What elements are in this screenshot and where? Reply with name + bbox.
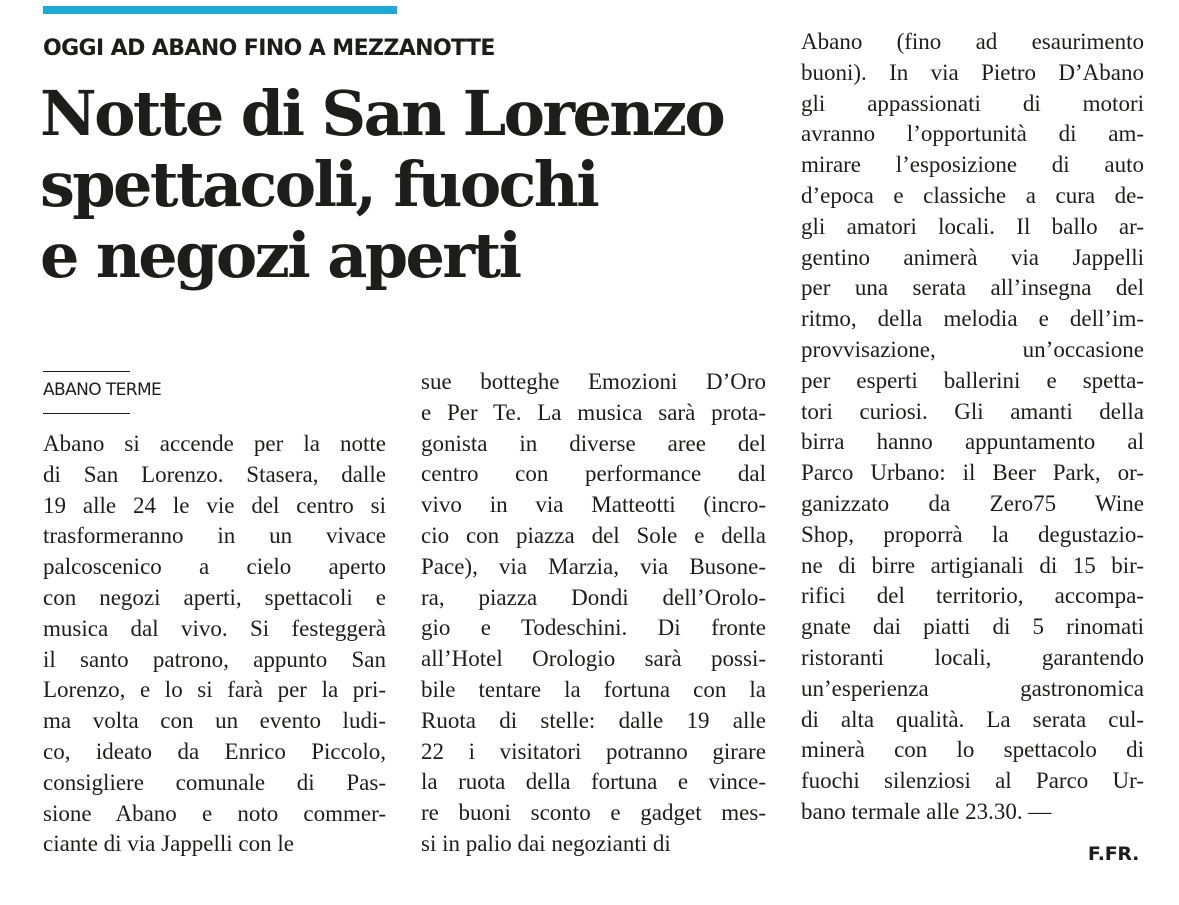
- article-text-line: all’Hotel Orologio sarà possi-: [421, 646, 766, 672]
- article-text-line: mirare l’esposizione di auto: [801, 152, 1144, 178]
- article-text-line: si in palio dai negozianti di: [421, 830, 671, 856]
- article-text-line: Abano (fino ad esaurimento: [801, 29, 1144, 54]
- article-text-line: bano termale alle 23.30. —: [801, 798, 1052, 824]
- author-signature: F.FR.: [1087, 843, 1139, 865]
- article-text-line: e Per Te. La musica sarà prota-: [421, 399, 766, 425]
- article-text-line: Lorenzo, e lo si farà per la pri-: [43, 677, 386, 703]
- article-text-line: gonista in diverse aree del: [421, 430, 766, 456]
- article-text-line: ciante di via Jappelli con le: [43, 831, 294, 857]
- article-text-line: trasformeranno in un vivace: [43, 523, 386, 549]
- article-column-1: [43, 429, 386, 860]
- article-text-line: per esperti ballerini e spetta-: [801, 367, 1144, 393]
- article-text-line: ne di birre artigianali di 15 bir-: [801, 552, 1144, 578]
- article-text-line: per una serata all’insegna del: [801, 275, 1144, 301]
- kicker: OGGI AD ABANO FINO A MEZZANOTTE: [43, 36, 495, 61]
- article-text-line: di alta qualità. La serata cul-: [801, 706, 1144, 732]
- byline: ABANO TERME: [43, 380, 162, 400]
- article-text-line: sione Abano e noto commer-: [43, 800, 386, 826]
- byline-rule-bottom: [43, 413, 130, 414]
- article-text-line: bile tentare la fortuna con la: [421, 676, 766, 702]
- article-text-line: ra, piazza Dondi dell’Orolo-: [421, 584, 766, 610]
- headline: [40, 78, 760, 291]
- headline-line: e negozi aperti: [40, 219, 520, 292]
- article-text-line: Pace), via Marzia, via Busone-: [421, 553, 766, 579]
- article-text-line: un’esperienza gastronomica: [801, 675, 1144, 701]
- article-text-line: gentino animerà via Jappelli: [801, 244, 1144, 270]
- article-column-3: [801, 27, 1144, 828]
- article-text-line: gnate dai piatti di 5 rinomati: [801, 614, 1144, 640]
- article-text-line: centro con performance dal: [421, 461, 766, 487]
- article-text-line: ritmo, della melodia e dell’im-: [801, 306, 1144, 332]
- article-text-line: palcoscenico a cielo aperto: [43, 554, 386, 580]
- article-text-line: fuochi silenziosi al Parco Ur-: [801, 768, 1144, 794]
- article-text-line: la ruota della fortuna e vince-: [421, 769, 766, 795]
- article-text-line: ristoranti locali, garantendo: [801, 644, 1144, 670]
- article-text-line: gio e Todeschini. Di fronte: [421, 615, 766, 641]
- article-text-line: ganizzato da Zero75 Wine: [801, 490, 1144, 516]
- article-text-line: musica dal vivo. Si festeggerà: [43, 615, 386, 641]
- article-text-line: birra hanno appuntamento al: [801, 429, 1144, 455]
- accent-bar: [43, 6, 397, 14]
- article-text-line: provvisazione, un’occasione: [801, 336, 1144, 362]
- article-text-line: 19 alle 24 le vie del centro si: [43, 492, 386, 518]
- article-text-line: vivo in via Matteotti (incro-: [421, 492, 766, 518]
- article-text-line: Abano si accende per la notte: [43, 431, 386, 456]
- article-text-line: gli appassionati di motori: [801, 90, 1144, 116]
- headline-line: Notte di San Lorenzo: [40, 77, 724, 150]
- article-text-line: rifici del territorio, accompa-: [801, 583, 1144, 609]
- byline-rule-top: [43, 371, 130, 372]
- article-text-line: gli amatori locali. Il ballo ar-: [801, 213, 1144, 239]
- article-text-line: d’epoca e classiche a cura de-: [801, 182, 1144, 208]
- article-text-line: di San Lorenzo. Stasera, dalle: [43, 461, 386, 487]
- article-text-line: tori curiosi. Gli amanti della: [801, 398, 1144, 424]
- article-text-line: Parco Urbano: il Beer Park, or-: [801, 460, 1144, 486]
- article-text-line: sue botteghe Emozioni D’Oro: [421, 369, 766, 394]
- article-text-line: re buoni sconto e gadget mes-: [421, 800, 766, 826]
- article-text-line: consigliere comunale di Pas-: [43, 769, 386, 795]
- article-text-line: avranno l’opportunità di am-: [801, 121, 1144, 147]
- article-text-line: buoni). In via Pietro D’Abano: [801, 59, 1144, 85]
- article-text-line: con negozi aperti, spettacoli e: [43, 584, 386, 610]
- article-text-line: Ruota di stelle: dalle 19 alle: [421, 707, 766, 733]
- headline-line: spettacoli, fuochi: [40, 148, 598, 221]
- article-text-line: 22 i visitatori potranno girare: [421, 738, 766, 764]
- article-column-2: [421, 367, 766, 860]
- article-text-line: cio con piazza del Sole e della: [421, 522, 766, 548]
- article-text-line: ma volta con un evento ludi-: [43, 708, 386, 734]
- article-text-line: Shop, proporrà la degustazio-: [801, 521, 1144, 547]
- article-text-line: minerà con lo spettacolo di: [801, 737, 1144, 763]
- article-text-line: co, ideato da Enrico Piccolo,: [43, 738, 386, 764]
- article-text-line: il santo patrono, appunto San: [43, 646, 386, 672]
